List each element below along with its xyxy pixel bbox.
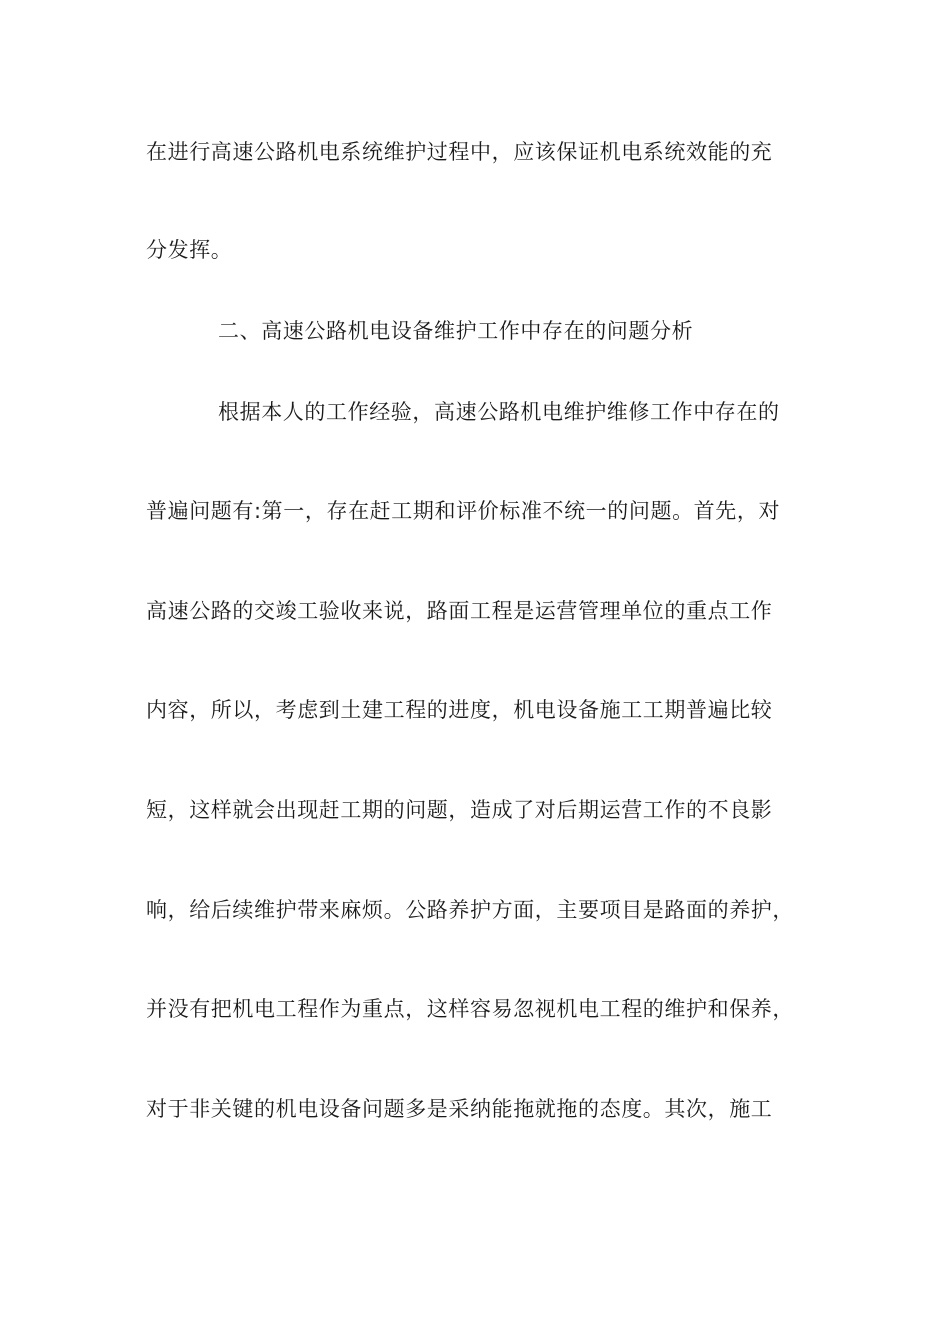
paragraph-line: 内容，所以，考虑到土建工程的进度，机电设备施工工期普遍比较 <box>146 698 773 722</box>
paragraph-line: 分发挥。 <box>146 238 233 262</box>
paragraph-line: 在进行高速公路机电系统维护过程中，应该保证机电系统效能的充 <box>146 140 773 164</box>
paragraph-line: 高速公路的交竣工验收来说，路面工程是运营管理单位的重点工作 <box>146 599 773 623</box>
paragraph-line: 响，给后续维护带来麻烦。公路养护方面，主要项目是路面的养护， <box>146 898 794 922</box>
paragraph-line: 短，这样就会出现赶工期的问题，造成了对后期运营工作的不良影 <box>146 798 773 822</box>
paragraph-line: 并没有把机电工程作为重点，这样容易忽视机电工程的维护和保养， <box>146 997 794 1021</box>
paragraph-line: 普遍问题有:第一，存在赶工期和评价标准不统一的问题。首先，对 <box>146 499 781 523</box>
paragraph-line: 对于非关键的机电设备问题多是采纳能拖就拖的态度。其次，施工 <box>146 1097 773 1121</box>
paragraph-line: 根据本人的工作经验，高速公路机电维护维修工作中存在的 <box>218 400 780 424</box>
section-heading: 二、高速公路机电设备维护工作中存在的问题分析 <box>218 319 694 343</box>
